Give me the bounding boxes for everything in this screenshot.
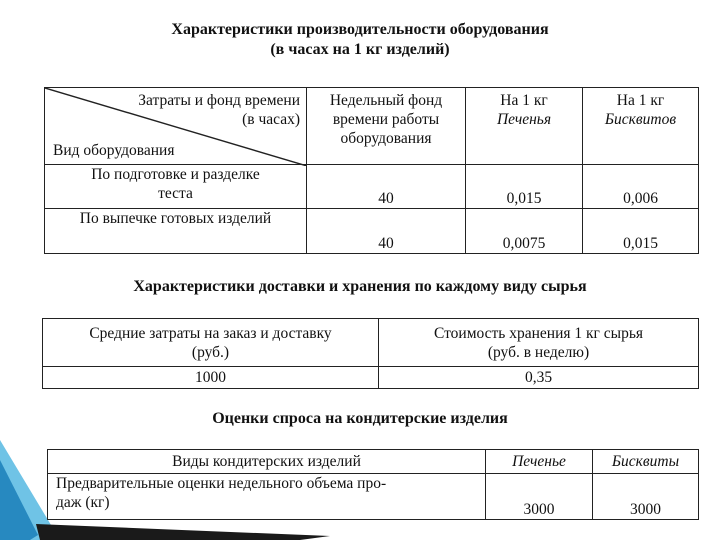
- equipment-name-cell: [45, 209, 307, 254]
- weekly-fund-line1: Недельный фонд: [329, 92, 443, 109]
- storage-cost-line1: Стоимость хранения 1 кг сырья: [433, 324, 644, 342]
- equipment-name-line2: теста: [158, 185, 193, 202]
- per-kg-cookies-header: [466, 88, 583, 165]
- section1-title-line2: (в часах на 1 кг изделий): [270, 41, 450, 58]
- storage-cost-line2: (руб. в неделю): [487, 343, 590, 361]
- section1-title: [0, 20, 720, 60]
- order-cost-line2: (руб.): [191, 343, 230, 361]
- equipment-name-cell: [45, 165, 307, 209]
- table-row: [48, 474, 699, 520]
- diag-top-line2: (в часах): [242, 111, 300, 128]
- product-cookies-label: Печенья: [496, 111, 552, 128]
- weekly-fund-line3: оборудования: [340, 130, 432, 147]
- weekly-fund-line2: времени работы: [332, 111, 440, 128]
- table-row: [43, 367, 699, 389]
- biscuits-value: 0,015: [583, 209, 699, 254]
- demand-estimates-table: [47, 449, 699, 520]
- diag-top-line1: Затраты и фонд времени: [138, 92, 300, 109]
- weekly-fund-header: [307, 88, 466, 165]
- per-kg-biscuits-header: [583, 88, 699, 165]
- biscuits-header: Бисквиты: [593, 450, 699, 474]
- section3-title: Оценки спроса на кондитерские изделия: [212, 410, 508, 427]
- equipment-name-line1: По выпечке готовых изделий: [79, 210, 272, 227]
- order-cost-value: 1000: [43, 367, 379, 389]
- cookies-header: Печенье: [486, 450, 593, 474]
- diagonal-header-cell: [45, 88, 307, 165]
- storage-cost-header: [379, 319, 699, 367]
- table-header-row: [43, 319, 699, 367]
- order-cost-line1: Средние затраты на заказ и доставку: [89, 324, 332, 342]
- biscuits-demand-value: 3000: [593, 474, 699, 520]
- product-biscuits-label: Бисквитов: [604, 111, 677, 128]
- diag-top-label: [138, 91, 300, 129]
- per-kg-label: На 1 кг: [616, 92, 665, 109]
- sales-label-line2: даж (кг): [56, 494, 110, 511]
- order-delivery-cost-header: [43, 319, 379, 367]
- section1-title-line1: Характеристики производительности оборудования: [171, 21, 549, 38]
- delivery-storage-table: [42, 318, 699, 389]
- bottom-sweep: [36, 524, 330, 540]
- equipment-name-line1: По подготовке и разделке: [91, 166, 260, 183]
- cookies-demand-value: 3000: [486, 474, 593, 520]
- per-kg-label: На 1 кг: [500, 92, 548, 109]
- table-row: [45, 209, 699, 254]
- storage-cost-value: 0,35: [379, 367, 699, 389]
- weekly-fund-value: 40: [307, 209, 466, 254]
- table-row: [45, 165, 699, 209]
- weekly-sales-estimate-label: [48, 474, 486, 520]
- table-header-row: [48, 450, 699, 474]
- product-types-header: Виды кондитерских изделий: [48, 450, 486, 474]
- table-header-row: [45, 88, 699, 165]
- cookies-value: 0,0075: [466, 209, 583, 254]
- section2-title: Характеристики доставки и хранения по каждому виду сырья: [133, 278, 587, 295]
- biscuits-value: 0,006: [583, 165, 699, 209]
- equipment-performance-table: [44, 87, 699, 254]
- cookies-value: 0,015: [466, 165, 583, 209]
- weekly-fund-value: 40: [307, 165, 466, 209]
- sales-label-line1: Предварительные оценки недельного объема про-: [56, 475, 387, 492]
- diag-bottom-label: Вид оборудования: [53, 142, 175, 159]
